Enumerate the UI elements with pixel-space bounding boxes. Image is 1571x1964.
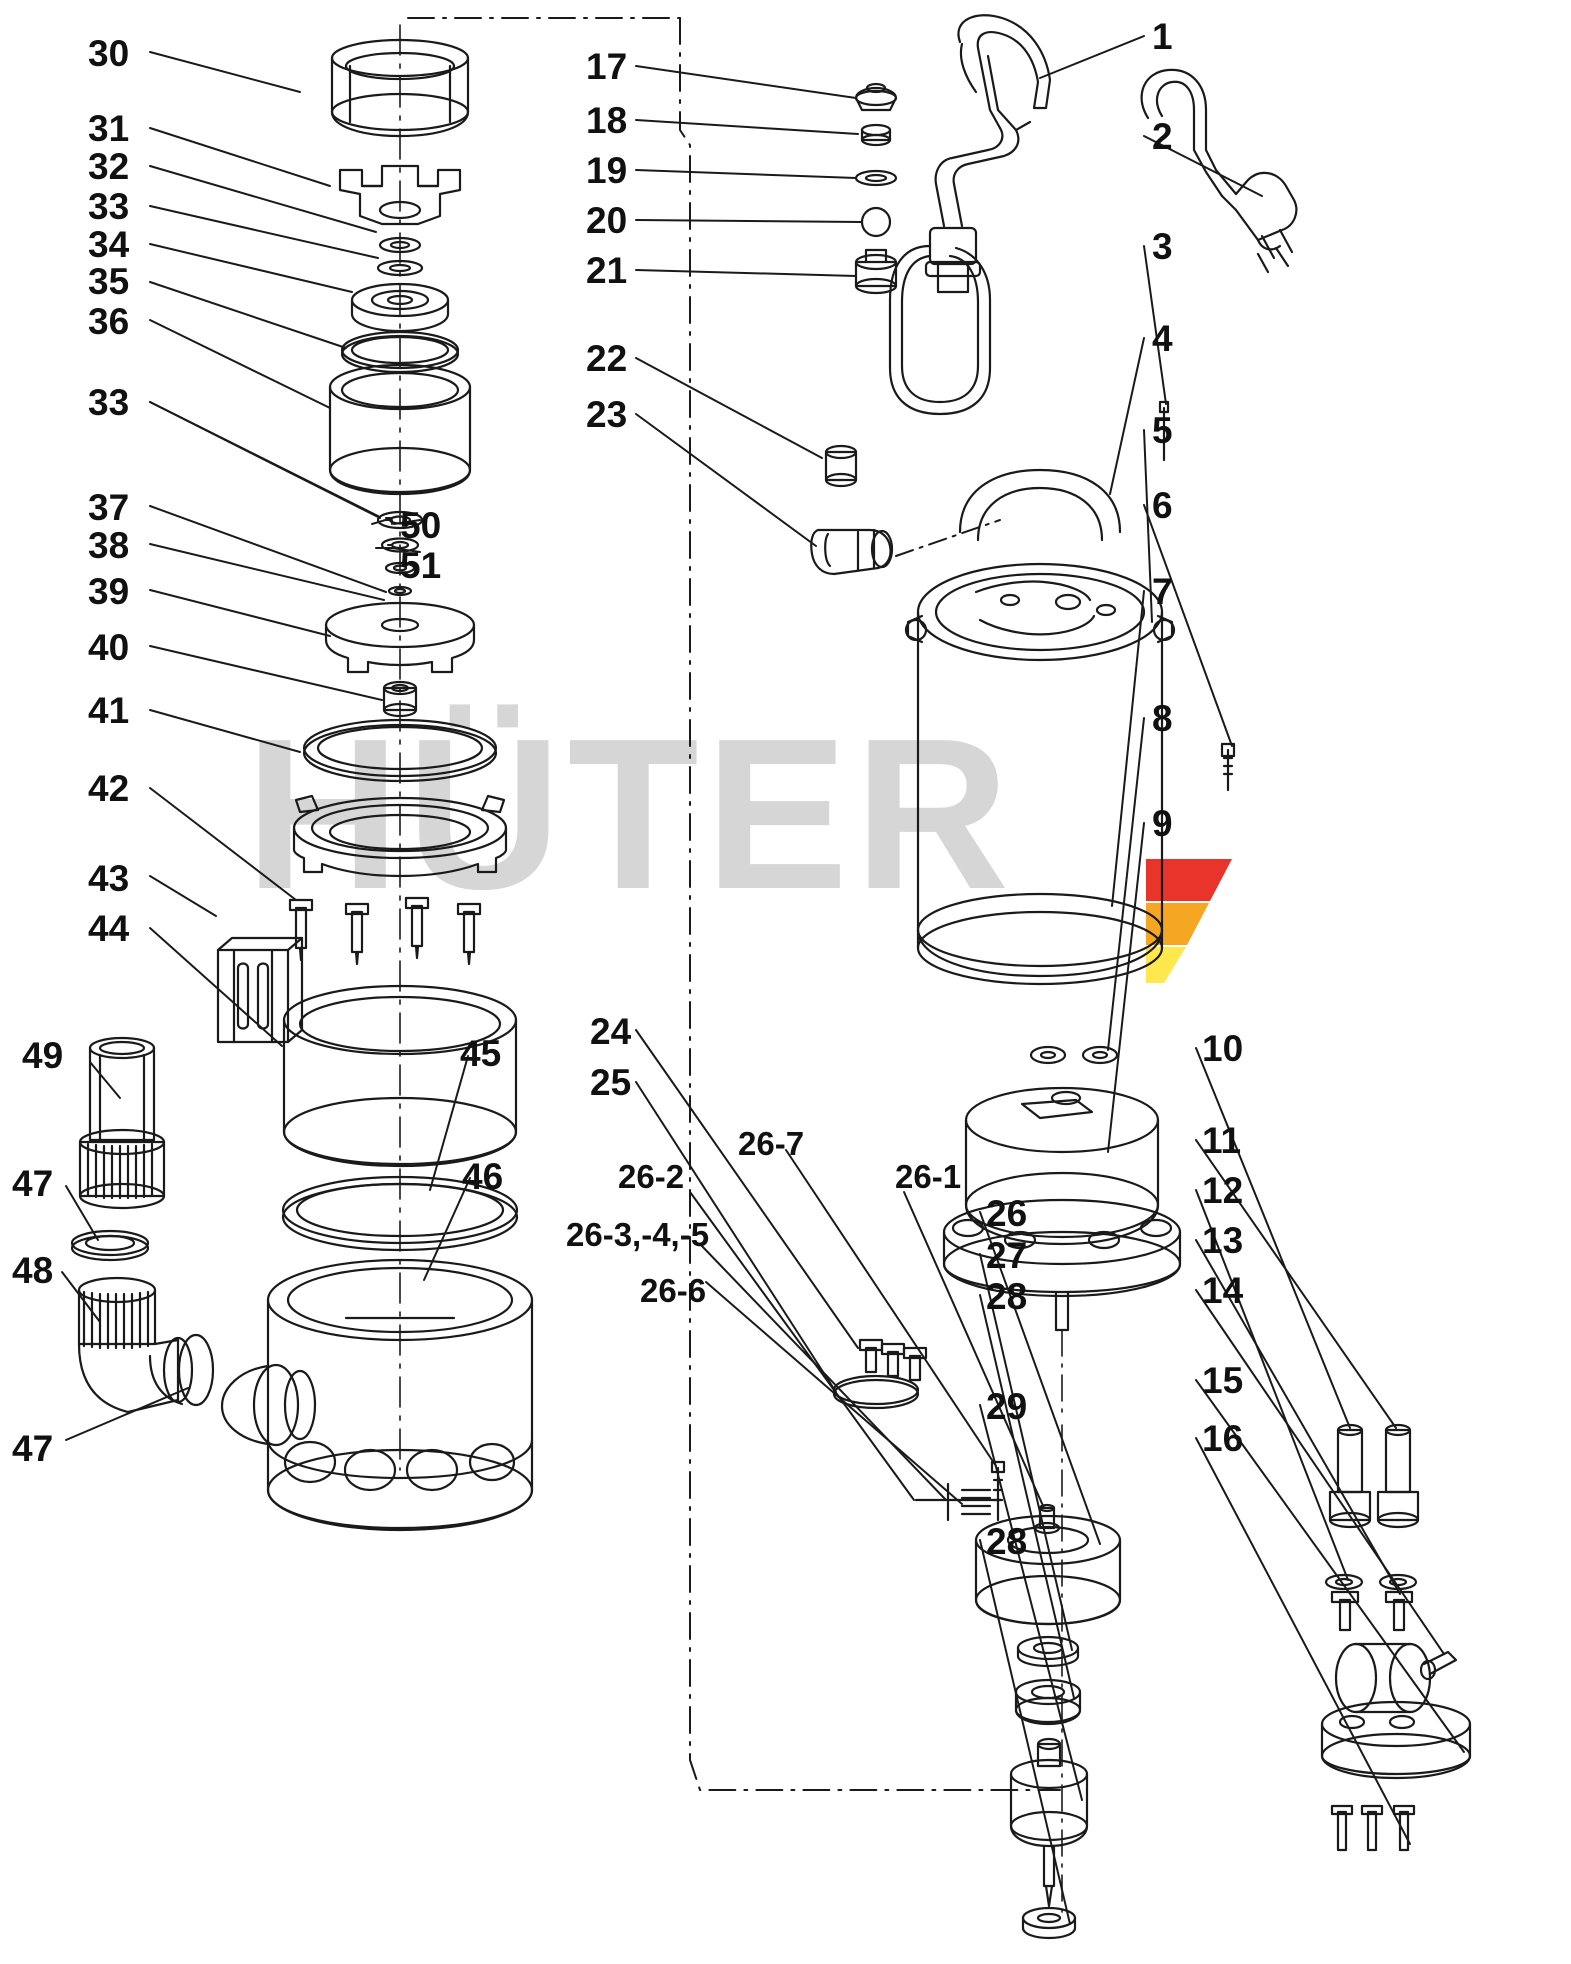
callout-32: 32 [88, 146, 130, 187]
callout-12: 12 [1202, 1170, 1244, 1211]
callout-31: 31 [88, 108, 130, 149]
callout-2: 2 [1152, 116, 1173, 157]
callout-8: 8 [1152, 698, 1173, 739]
huter-watermark-text: HÜTER [245, 693, 1016, 934]
callout-18: 18 [586, 100, 628, 141]
callout-24: 24 [590, 1011, 632, 1052]
callout-26-1: 26-1 [895, 1158, 962, 1195]
callout-36: 36 [88, 301, 130, 342]
callout-16: 16 [1202, 1418, 1244, 1459]
callout-5: 5 [1152, 410, 1173, 451]
callout-9: 9 [1152, 803, 1173, 844]
callout-19: 19 [586, 150, 628, 191]
callout-29: 29 [986, 1386, 1028, 1427]
callout-25: 25 [590, 1062, 632, 1103]
callout-26: 26 [986, 1193, 1028, 1234]
callout-28-upper: 28 [986, 1276, 1028, 1317]
callout-35: 35 [88, 261, 130, 302]
callout-6: 6 [1152, 485, 1173, 526]
callout-14: 14 [1202, 1270, 1244, 1311]
callout-28-lower: 28 [986, 1521, 1028, 1562]
callout-41: 41 [88, 690, 130, 731]
callout-34: 34 [88, 224, 130, 265]
callout-43: 43 [88, 858, 130, 899]
callout-37: 37 [88, 487, 130, 528]
callout-4: 4 [1152, 318, 1173, 359]
callout-3: 3 [1152, 226, 1173, 267]
callout-50: 50 [400, 505, 442, 546]
callout-26-3-4-5: 26-3,-4,-5 [566, 1216, 710, 1253]
callout-47-lower: 47 [12, 1428, 54, 1469]
callout-46: 46 [462, 1156, 504, 1197]
callout-20: 20 [586, 200, 628, 241]
callout-45: 45 [460, 1033, 502, 1074]
callout-7: 7 [1152, 571, 1173, 612]
callout-17: 17 [586, 46, 628, 87]
callout-1: 1 [1152, 16, 1173, 57]
callout-39: 39 [88, 571, 130, 612]
callout-33-lower: 33 [88, 382, 130, 423]
callout-22: 22 [586, 338, 628, 379]
callout-26-6: 26-6 [640, 1272, 707, 1309]
callout-26-2: 26-2 [618, 1158, 685, 1195]
callout-51: 51 [400, 545, 442, 586]
callout-23: 23 [586, 394, 628, 435]
callout-40: 40 [88, 627, 130, 668]
callout-13: 13 [1202, 1220, 1244, 1261]
callout-38: 38 [88, 525, 130, 566]
callout-26-7: 26-7 [738, 1125, 805, 1162]
callout-47-upper: 47 [12, 1163, 54, 1204]
callout-49: 49 [22, 1035, 64, 1076]
callout-48: 48 [12, 1250, 54, 1291]
callout-10: 10 [1202, 1028, 1244, 1069]
callout-21: 21 [586, 250, 628, 291]
callout-30: 30 [88, 33, 130, 74]
callout-42: 42 [88, 768, 130, 809]
callout-27: 27 [986, 1235, 1028, 1276]
callout-11: 11 [1202, 1120, 1242, 1161]
callout-33-upper: 33 [88, 186, 130, 227]
callout-15: 15 [1202, 1360, 1244, 1401]
callout-44: 44 [88, 908, 130, 949]
